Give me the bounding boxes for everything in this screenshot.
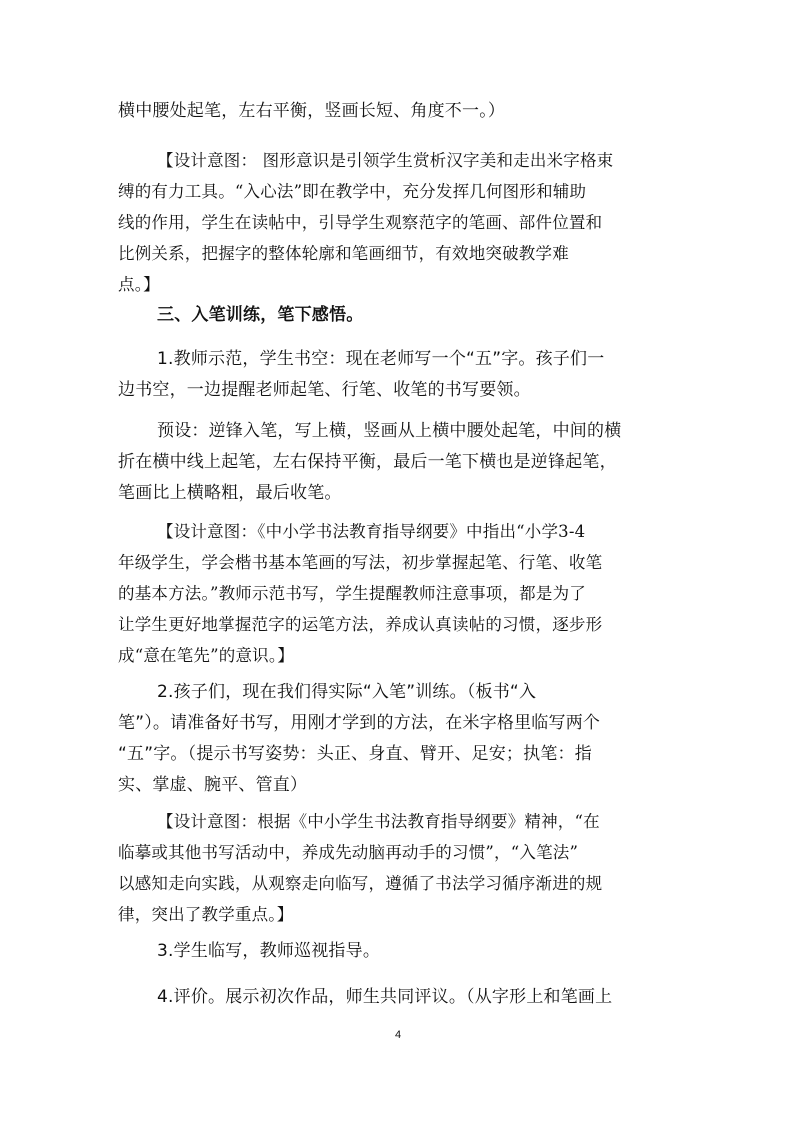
text-line: 临摹或其他书写活动中，养成先动脑再动手的习惯”，“入笔法”	[118, 843, 579, 862]
text-line: 【设计意图：根据《中小学生书法教育指导纲要》精神，“在	[157, 812, 600, 831]
text-line: 的基本方法。”教师示范书写，学生提醒教师注意事项，都是为了	[118, 584, 586, 603]
design-intent-1	[118, 145, 674, 300]
preset-paragraph	[118, 416, 674, 509]
design-intent-3	[118, 806, 674, 930]
section-title: 三、入笔训练，笔下感悟。	[157, 305, 364, 325]
text-line: 缚的有力工具。“入心法”即在教学中，充分发挥几何图形和辅助	[118, 182, 587, 201]
text-line: 律，突出了教学重点。】	[118, 905, 294, 924]
design-intent-2	[118, 516, 674, 671]
text-line: 【设计意图：《中小学书法教育指导纲要》中指出“小学3-4	[157, 522, 586, 541]
text-line: 预设：逆锋入笔，写上横，竖画从上横中腰处起笔，中间的横	[157, 421, 622, 441]
text-line: 折在横中线上起笔，左右保持平衡，最后一笔下横也是逆锋起笔，	[118, 452, 617, 472]
step-2-paragraph	[118, 677, 674, 801]
text-line: 【设计意图： 图形意识是引领学生赏析汉字美和走出米字格束	[157, 151, 614, 170]
text-line: “五”字。（提示书写姿势：头正、身直、臂开、足安；执笔：指	[118, 744, 592, 764]
text-line: 2.孩子们，现在我们得实际“入笔”训练。（板书“入	[157, 682, 537, 702]
text-line: 1.教师示范，学生书空：现在老师写一个“五”字。孩子们一	[157, 349, 605, 369]
step-1-paragraph	[118, 344, 674, 406]
text-line: 3.学生临写，教师巡视指导。	[157, 941, 381, 961]
text-line: 横中腰处起笔，左右平衡，竖画长短、角度不一。）	[118, 101, 506, 121]
step-4-paragraph	[118, 982, 674, 1013]
text-line: 4.评价。展示初次作品，师生共同评议。（从字形上和笔画上	[157, 987, 613, 1007]
text-line: 实、掌虚、腕平、管直）	[118, 775, 308, 795]
text-line: 成“意在笔先”的意识。】	[118, 646, 295, 665]
text-line: 边书空，一边提醒老师起笔、行笔、收笔的书写要领。	[118, 380, 531, 400]
text-line: 年级学生，学会楷书基本笔画的写法，初步掌握起笔、行笔、收笔	[118, 553, 603, 572]
section-heading	[118, 300, 674, 331]
text-line: 比例关系，把握字的整体轮廓和笔画细节，有效地突破教学难	[118, 244, 569, 263]
page-number: 4	[394, 1029, 402, 1041]
text-line: 线的作用，学生在读帖中，引导学生观察范字的笔画、部件位置和	[118, 213, 603, 232]
text-line: 笔”）。请准备好书写，用刚才学到的方法，在米字格里临写两个	[118, 713, 601, 733]
paragraph-continuation	[118, 96, 674, 127]
step-3-paragraph	[118, 936, 674, 967]
text-line: 让学生更好地掌握范字的运笔方法，养成认真读帖的习惯，逐步形	[118, 615, 603, 634]
text-line: 点。】	[118, 275, 160, 294]
text-line: 笔画比上横略粗，最后收笔。	[118, 483, 342, 503]
text-line: 以感知走向实践，从观察走向临写，遵循了书法学习循序渐进的规	[118, 874, 603, 893]
